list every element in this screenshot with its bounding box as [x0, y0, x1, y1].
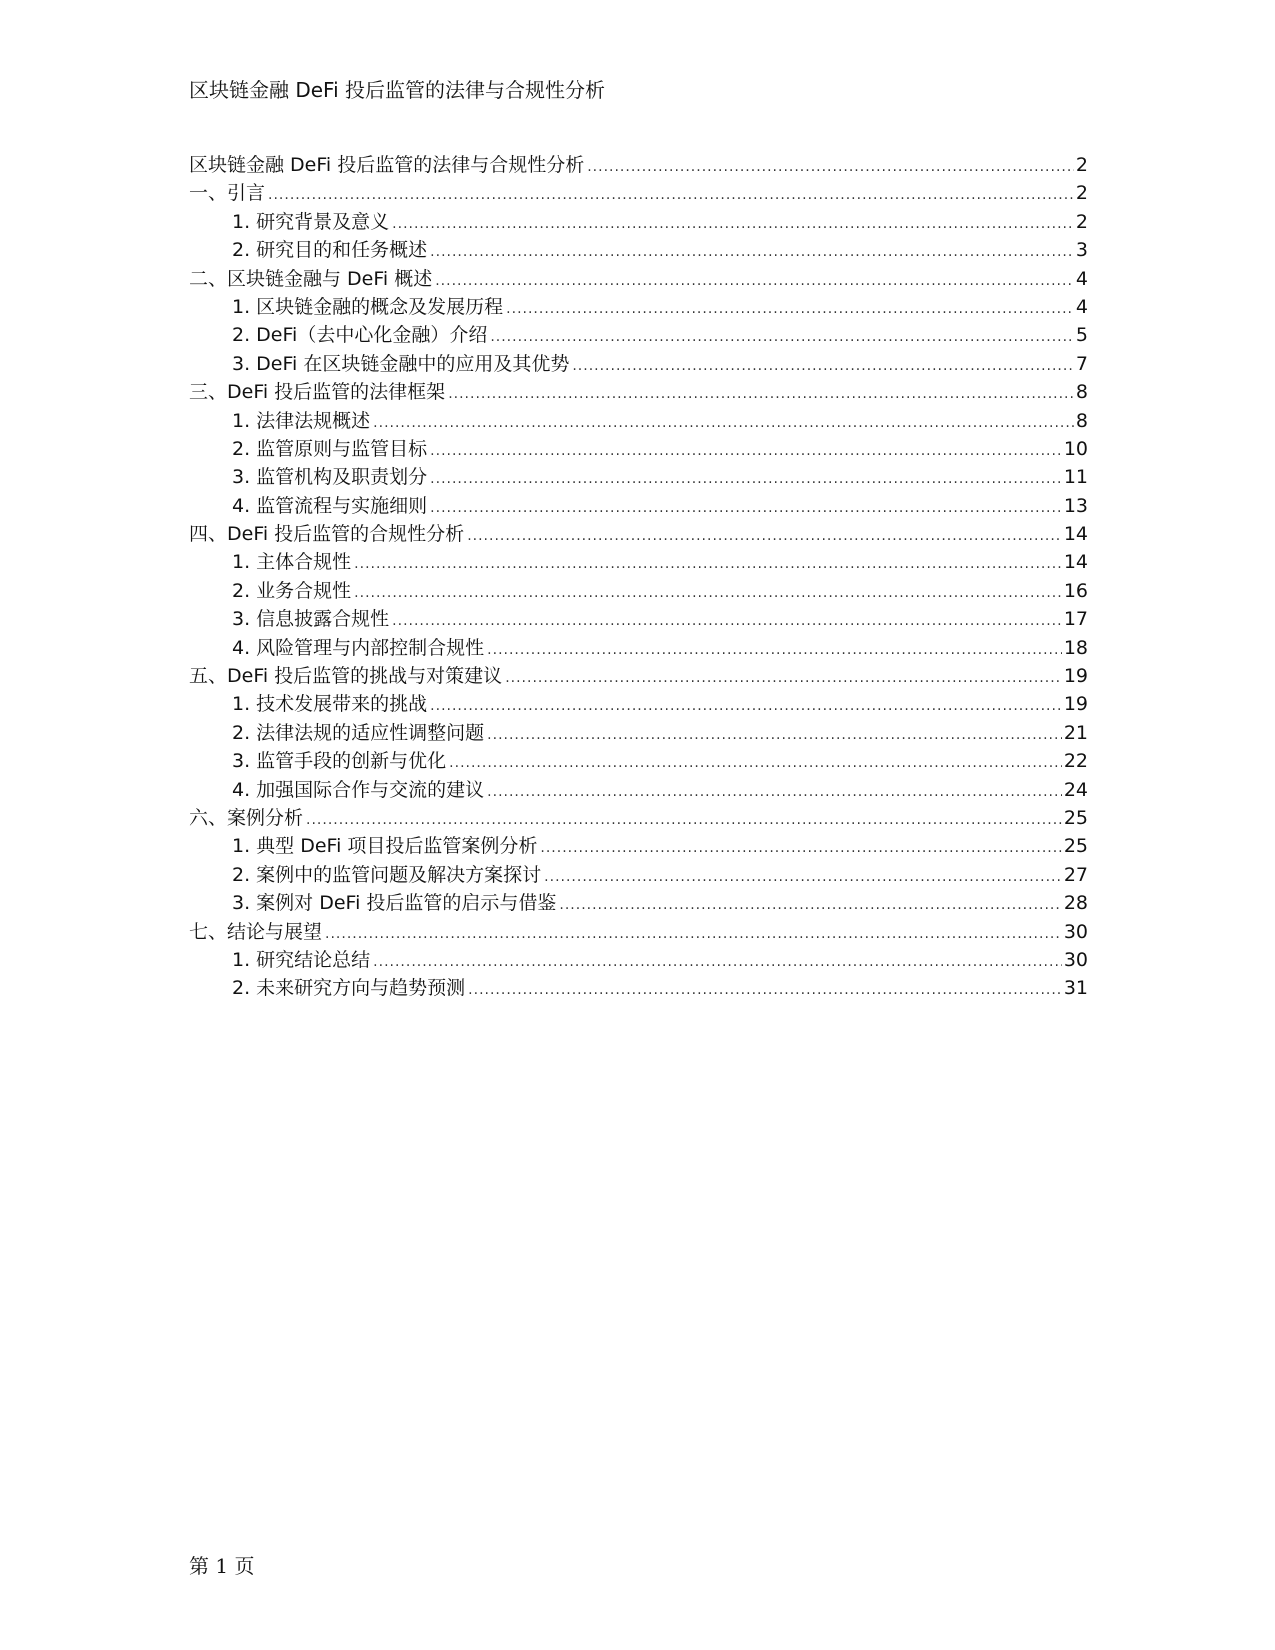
toc-section-entry[interactable] — [189, 151, 1088, 179]
toc-dot-leader — [430, 465, 1062, 493]
toc-entry-label: 4. 风险管理与内部控制合规性 — [232, 636, 485, 659]
toc-entry-page-number: 5 — [1075, 324, 1088, 347]
toc-section-entry[interactable] — [189, 804, 1088, 832]
toc-entry-label: 五、DeFi 投后监管的挑战与对策建议 — [189, 665, 503, 688]
page-number-footer: 第 1 页 — [189, 1554, 255, 1578]
toc-subsection-entry[interactable] — [189, 236, 1088, 264]
toc-entry-page-number: 14 — [1063, 551, 1088, 574]
toc-entry-page-number: 30 — [1063, 920, 1088, 943]
toc-entry-label: 1. 研究背景及意义 — [232, 210, 390, 233]
toc-dot-leader — [430, 437, 1062, 465]
toc-entry-page-number: 10 — [1063, 437, 1088, 460]
toc-dot-leader — [487, 721, 1062, 749]
toc-dot-leader — [430, 238, 1074, 266]
toc-entry-label: 六、案例分析 — [189, 806, 304, 829]
toc-dot-leader — [325, 920, 1062, 948]
toc-dot-leader — [468, 976, 1062, 1004]
toc-entry-page-number: 2 — [1075, 154, 1088, 176]
toc-dot-leader — [354, 579, 1062, 607]
toc-entry-page-number: 2 — [1075, 210, 1088, 233]
toc-entry-label: 1. 主体合规性 — [232, 551, 352, 574]
toc-entry-label: 2. 法律法规的适应性调整问题 — [232, 721, 485, 744]
toc-entry-page-number: 31 — [1063, 977, 1088, 1000]
toc-subsection-entry[interactable] — [189, 321, 1088, 349]
toc-dot-leader — [544, 863, 1062, 891]
toc-entry-label: 3. 监管机构及职责划分 — [232, 466, 428, 489]
toc-entry-page-number: 30 — [1063, 948, 1088, 971]
toc-entry-label: 1. 区块链金融的概念及发展历程 — [232, 295, 504, 318]
toc-dot-leader — [306, 806, 1062, 834]
toc-entry-label: 七、结论与展望 — [189, 920, 323, 943]
toc-entry-page-number: 18 — [1063, 636, 1088, 659]
toc-entry-page-number: 17 — [1063, 608, 1088, 631]
toc-entry-page-number: 8 — [1075, 409, 1088, 432]
table-of-contents — [189, 151, 1088, 1003]
toc-entry-page-number: 25 — [1063, 806, 1088, 829]
toc-entry-label: 2. 业务合规性 — [232, 579, 352, 602]
toc-subsection-entry[interactable] — [189, 293, 1088, 321]
toc-entry-label: 2. 监管原则与监管目标 — [232, 437, 428, 460]
toc-dot-leader — [392, 210, 1074, 238]
toc-dot-leader — [373, 948, 1062, 976]
toc-subsection-entry[interactable] — [189, 832, 1088, 860]
toc-entry-label: 3. 监管手段的创新与优化 — [232, 750, 447, 773]
toc-entry-page-number: 27 — [1063, 863, 1088, 886]
document-header-title: 区块链金融 DeFi 投后监管的法律与合规性分析 — [189, 78, 606, 102]
toc-entry-page-number: 14 — [1063, 523, 1088, 546]
toc-dot-leader — [430, 494, 1062, 522]
toc-entry-label: 区块链金融 DeFi 投后监管的法律与合规性分析 — [189, 154, 585, 176]
toc-subsection-entry[interactable] — [189, 719, 1088, 747]
toc-entry-page-number: 28 — [1063, 892, 1088, 915]
toc-entry-page-number: 16 — [1063, 579, 1088, 602]
toc-entry-page-number: 4 — [1075, 267, 1088, 290]
toc-section-entry[interactable] — [189, 179, 1088, 207]
toc-subsection-entry[interactable] — [189, 548, 1088, 576]
toc-dot-leader — [587, 153, 1074, 181]
toc-entry-label: 2. 研究目的和任务概述 — [232, 239, 428, 262]
toc-dot-leader — [487, 778, 1062, 806]
toc-subsection-entry[interactable] — [189, 974, 1088, 1002]
toc-section-entry[interactable] — [189, 520, 1088, 548]
toc-dot-leader — [448, 380, 1074, 408]
toc-entry-label: 一、引言 — [189, 182, 266, 205]
toc-dot-leader — [268, 181, 1074, 209]
toc-subsection-entry[interactable] — [189, 350, 1088, 378]
toc-entry-label: 4. 加强国际合作与交流的建议 — [232, 778, 485, 801]
toc-entry-label: 3. DeFi 在区块链金融中的应用及其优势 — [232, 352, 570, 375]
toc-dot-leader — [435, 267, 1074, 295]
toc-entry-page-number: 2 — [1075, 182, 1088, 205]
toc-dot-leader — [373, 409, 1074, 437]
toc-entry-page-number: 19 — [1063, 693, 1088, 716]
toc-section-entry[interactable] — [189, 662, 1088, 690]
toc-dot-leader — [572, 352, 1074, 380]
toc-dot-leader — [505, 664, 1062, 692]
toc-entry-label: 二、区块链金融与 DeFi 概述 — [189, 267, 433, 290]
toc-subsection-entry[interactable] — [189, 492, 1088, 520]
toc-entry-label: 1. 典型 DeFi 项目投后监管案例分析 — [232, 835, 538, 858]
toc-subsection-entry[interactable] — [189, 776, 1088, 804]
toc-entry-label: 1. 法律法规概述 — [232, 409, 371, 432]
toc-subsection-entry[interactable] — [189, 889, 1088, 917]
toc-entry-label: 四、DeFi 投后监管的合规性分析 — [189, 523, 465, 546]
toc-dot-leader — [467, 522, 1062, 550]
toc-entry-page-number: 3 — [1075, 239, 1088, 262]
toc-section-entry[interactable] — [189, 378, 1088, 406]
toc-dot-leader — [487, 636, 1062, 664]
toc-dot-leader — [430, 692, 1062, 720]
toc-subsection-entry[interactable] — [189, 463, 1088, 491]
toc-entry-label: 1. 研究结论总结 — [232, 948, 371, 971]
toc-entry-page-number: 11 — [1063, 466, 1088, 489]
toc-section-entry[interactable] — [189, 265, 1088, 293]
toc-subsection-entry[interactable] — [189, 861, 1088, 889]
toc-entry-label: 2. 案例中的监管问题及解决方案探讨 — [232, 863, 542, 886]
toc-subsection-entry[interactable] — [189, 946, 1088, 974]
toc-subsection-entry[interactable] — [189, 634, 1088, 662]
toc-dot-leader — [490, 323, 1074, 351]
toc-dot-leader — [449, 749, 1062, 777]
toc-subsection-entry[interactable] — [189, 605, 1088, 633]
toc-entry-page-number: 13 — [1063, 494, 1088, 517]
toc-entry-label: 4. 监管流程与实施细则 — [232, 494, 428, 517]
toc-subsection-entry[interactable] — [189, 577, 1088, 605]
toc-dot-leader — [506, 295, 1074, 323]
toc-section-entry[interactable] — [189, 918, 1088, 946]
toc-entry-page-number: 4 — [1075, 295, 1088, 318]
toc-entry-page-number: 7 — [1075, 352, 1088, 375]
toc-entry-page-number: 19 — [1063, 665, 1088, 688]
toc-dot-leader — [540, 834, 1061, 862]
toc-subsection-entry[interactable] — [189, 690, 1088, 718]
toc-entry-label: 1. 技术发展带来的挑战 — [232, 693, 428, 716]
toc-subsection-entry[interactable] — [189, 407, 1088, 435]
toc-entry-page-number: 8 — [1075, 381, 1088, 404]
toc-entry-page-number: 21 — [1063, 721, 1088, 744]
toc-entry-page-number: 25 — [1063, 835, 1088, 858]
toc-dot-leader — [354, 550, 1062, 578]
toc-dot-leader — [559, 891, 1061, 919]
toc-entry-label: 3. 案例对 DeFi 投后监管的启示与借鉴 — [232, 892, 557, 915]
toc-entry-label: 2. DeFi（去中心化金融）介绍 — [232, 324, 488, 347]
toc-subsection-entry[interactable] — [189, 747, 1088, 775]
toc-entry-label: 2. 未来研究方向与趋势预测 — [232, 977, 466, 1000]
toc-entry-page-number: 24 — [1063, 778, 1088, 801]
toc-entry-label: 3. 信息披露合规性 — [232, 608, 390, 631]
toc-subsection-entry[interactable] — [189, 208, 1088, 236]
toc-entry-page-number: 22 — [1063, 750, 1088, 773]
toc-entry-label: 三、DeFi 投后监管的法律框架 — [189, 381, 446, 404]
toc-dot-leader — [392, 607, 1062, 635]
toc-subsection-entry[interactable] — [189, 435, 1088, 463]
